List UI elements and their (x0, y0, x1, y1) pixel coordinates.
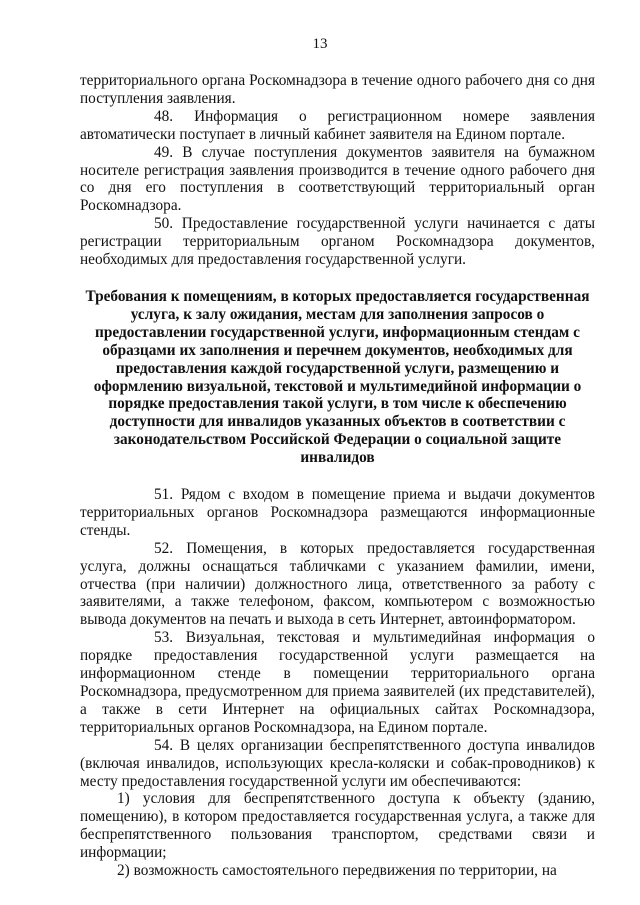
subitem-2 (80, 862, 595, 880)
paragraph-number: 53. (154, 629, 174, 647)
paragraph-number: 51. (154, 486, 174, 504)
paragraph-51 (80, 486, 595, 540)
paragraph-54 (80, 737, 595, 791)
paragraph-number: 54. (154, 736, 174, 754)
paragraph-number: 48. (154, 107, 174, 125)
page-number: 13 (312, 36, 328, 52)
paragraph-49 (80, 144, 595, 216)
subitem-number: 2) (117, 862, 130, 880)
paragraph-53 (80, 629, 595, 736)
paragraph-48 (80, 108, 595, 144)
paragraph-text: Помещения, в которых предоставляется государственная услуга, должны оснащаться табличками с указанием фамилии, имени, отчества (при наличии) должностного лица, ответственного за работу с заявителями, а также телефоном, факсом, компьютером с возможностью вывода документов на печать и выхода в сеть Интернет, автоинформатором. (80, 539, 595, 629)
paragraph-52 (80, 540, 595, 630)
section-heading: Требования к помещениям, в которых предоставляется государственная услуга, к залу ожидания, местам для заполнения запросов о предоставлении государственной услуги, информационным стендам с образцами их заполнения и перечнем документов, необходимых для предоставления каждой государственной услуги, размещению и оформлению визуальной, текстовой и мультимедийной информации о порядке предоставления такой услуги, в том числе к обеспечению доступности для инвалидов указанных объектов в соответствии с законодательством Российской Федерации о социальной защите инвалидов (85, 287, 590, 467)
paragraph-number: 49. (154, 143, 174, 161)
subitem-1 (80, 790, 595, 862)
paragraph-text: Предоставление государственной услуги начинается с даты регистрации территориальным органом Роскомнадзора документов, необходимых для предоставления государственной услуги. (80, 215, 596, 269)
paragraph-number: 50. (154, 215, 174, 233)
intro-paragraph: территориального органа Роскомнадзора в течение одного рабочего дня со дня поступления заявления. (80, 72, 595, 107)
subitem-text: условия для беспрепятственного доступа к объекту (зданию, помещению), в котором предоставляется государственная услуга, а также для беспрепятственного пользования транспортом, средствами связи и информации; (80, 790, 596, 862)
paragraph-number: 52. (154, 539, 174, 557)
paragraph-50 (80, 215, 595, 269)
paragraph-text: В целях организации беспрепятственного доступа инвалидов (включая инвалидов, использующих кресла-коляски и собак-проводников) к месту предоставления государственной услуги им обеспечиваются: (80, 736, 595, 790)
paragraph-text: Визуальная, текстовая и мультимедийная информация о порядке предоставления государственной услуги размещается на информационном стенде в помещении территориального органа Роскомнадзора, предусмотренном для приема заявителей (их представителей), а также в сети Интернет на официальных сайтах Роскомнадзора, территориальных органов Роскомнадзора, на Едином портале. (80, 629, 595, 736)
paragraph-text: Рядом с входом в помещение приема и выдачи документов территориальных органов Роскомнадзора размещаются информационные стенды. (80, 486, 595, 539)
paragraph-text: В случае поступления документов заявителя на бумажном носителе регистрация заявления производится в течение одного рабочего дня со дня его поступления в соответствующий территориальный орган Роскомнадзора. (80, 143, 595, 215)
document-body (80, 72, 595, 880)
subitem-text: возможность самостоятельного передвижения по территории, на (133, 862, 557, 880)
paragraph-text: Информация о регистрационном номере заявления автоматически поступает в личный кабинет заявителя на Едином портале. (80, 107, 596, 143)
subitem-number: 1) (117, 790, 130, 808)
